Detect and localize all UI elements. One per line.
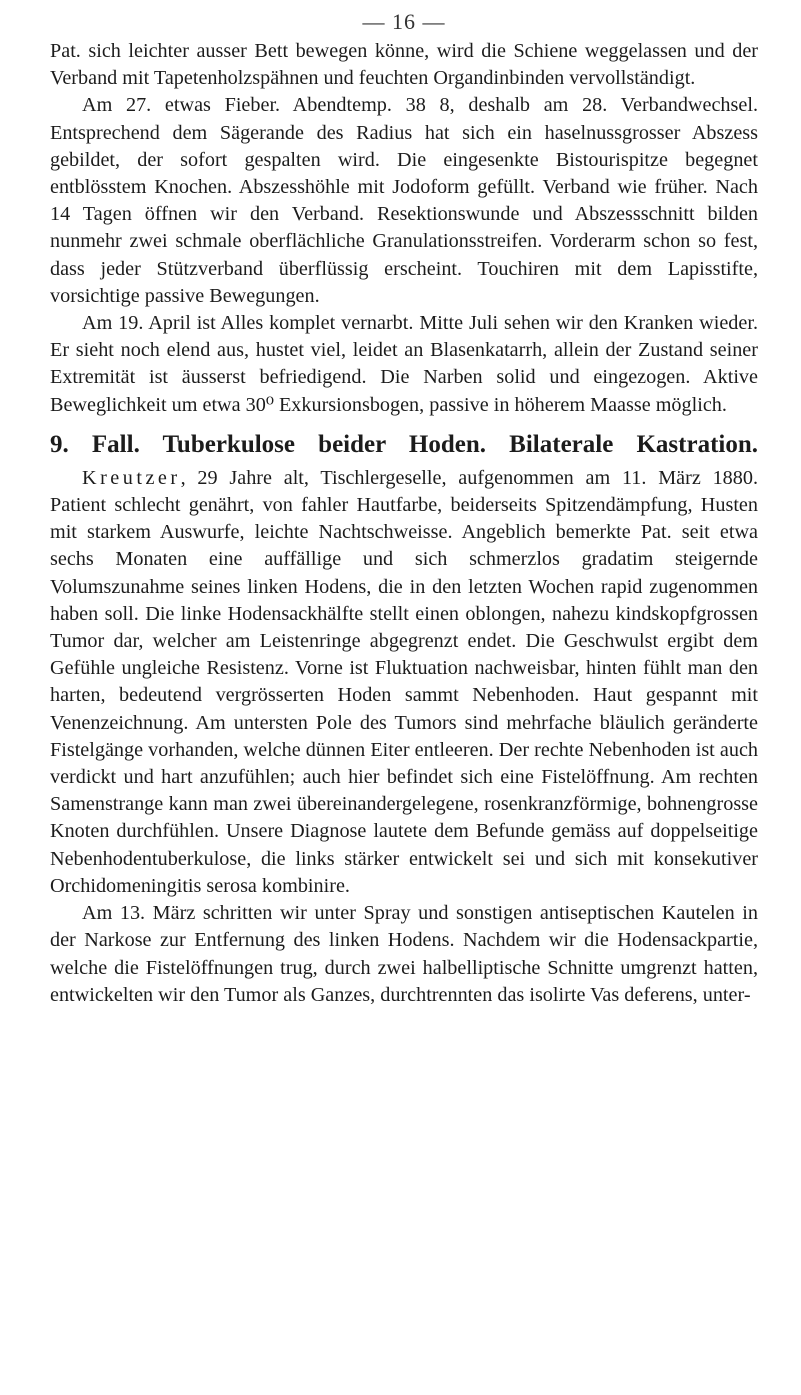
paragraph-continuation: Pat. sich leichter ausser Bett bewegen könne, wird die Schiene weggelassen und der Verband mit Tapetenholzspähnen und feuchten Organdinbinden vervollständigt. xyxy=(50,40,758,90)
patient-name: Kreutzer xyxy=(82,466,181,489)
paragraph-operation: Am 13. März schritten wir unter Spray und sonstigen antiseptischen Kautelen in der Narkose zur Entfernung des linken Hodens. Nachdem wir die Hodensackpartie, welche die Fistelöffnungen trug, durch zwei halbelliptische Schnitte umgrenzt hatten, entwickelten wir den Tumor als Ganzes, durchtrennten das isolirte Vas deferens, unter- xyxy=(50,902,758,1006)
document-page xyxy=(50,0,758,1009)
paragraph-fever: Am 27. etwas Fieber. Abendtemp. 38 8, deshalb am 28. Verbandwechsel. Entsprechend dem Sägerande des Radius hat sich ein haselnussgrosser Abszess gebildet, der sofort gespalten wird. Die eingesenkte Bistourispitze begegnet entblösstem Knochen. Abszesshöhle mit Jodoform gefüllt. Verband wie früher. Nach 14 Tagen öffnen wir den Verband. Resektionswunde und Abszessschnitt bilden nunmehr zwei schmale oberflächliche Granulationsstreifen. Vorderarm schon so fest, dass jeder Stützverband überflüssig erscheint. Touchiren mit dem Lapisstifte, vorsichtige passive Bewegungen. xyxy=(50,94,758,307)
page-number: — 16 — xyxy=(362,9,446,34)
paragraph-april: Am 19. April ist Alles komplet vernarbt. Mitte Juli sehen wir den Kranken wieder. Er sieht noch elend aus, hustet viel, leidet an Blasenkatarrh, allein der Zustand seiner Extremität ist äusserst befriedigend. Die Narben solid und eingezogen. Aktive Beweglichkeit um etwa 30⁰ Exkursionsbogen, passive in höherem Maasse möglich. xyxy=(50,312,758,416)
case-description-text: , 29 Jahre alt, Tischlergeselle, aufgenommen am 11. März 1880. Patient schlecht genährt, von fahler Hautfarbe, beiderseits Spitzendämpfung, Husten mit starkem Auswurfe, leichte Nachtschweisse. Angeblich bemerkte Pat. seit etwa sechs Monaten eine auffällige und sich schmerzlos gradatim steigernde Volumszunahme seines linken Hodens, die in den letzten Wochen rapid zugenommen haben soll. Die linke Hodensackhälfte stellt einen oblongen, nahezu kindskopfgrossen Tumor dar, welcher am Leistenringe abgegrenzt endet. Die Geschwulst ergibt dem Gefühle ungleiche Resistenz. Vorne ist Fluktuation nachweisbar, hinten fühlt man den harten, bedeutend vergrösserten Hoden sammt Nebenhoden. Haut gespannt mit Venenzeichnung. Am untersten Pole des Tumors sind mehrfache bläulich geränderte Fistelgänge vorhanden, welche dünnen Eiter entleeren. Der rechte Nebenhoden ist auch verdickt und hart anzufühlen; auch hier befindet sich eine Fistelöffnung. Am rechten Samenstrange kann man zwei übereinandergelegene, rosenkranzförmige, bohnengrosse Knoten durchfühlen. Unsere Diagnose lautete dem Befunde gemäss auf doppelseitige Nebenhodentuberkulose, die links stärker entwickelt sei und sich mit konsekutiver Orchidomeningitis serosa kombinire. xyxy=(50,466,758,897)
section-heading: 9. Fall. Tuberkulose beider Hoden. Bilaterale Kastration. xyxy=(50,430,758,458)
paragraph-case-description xyxy=(50,465,758,900)
